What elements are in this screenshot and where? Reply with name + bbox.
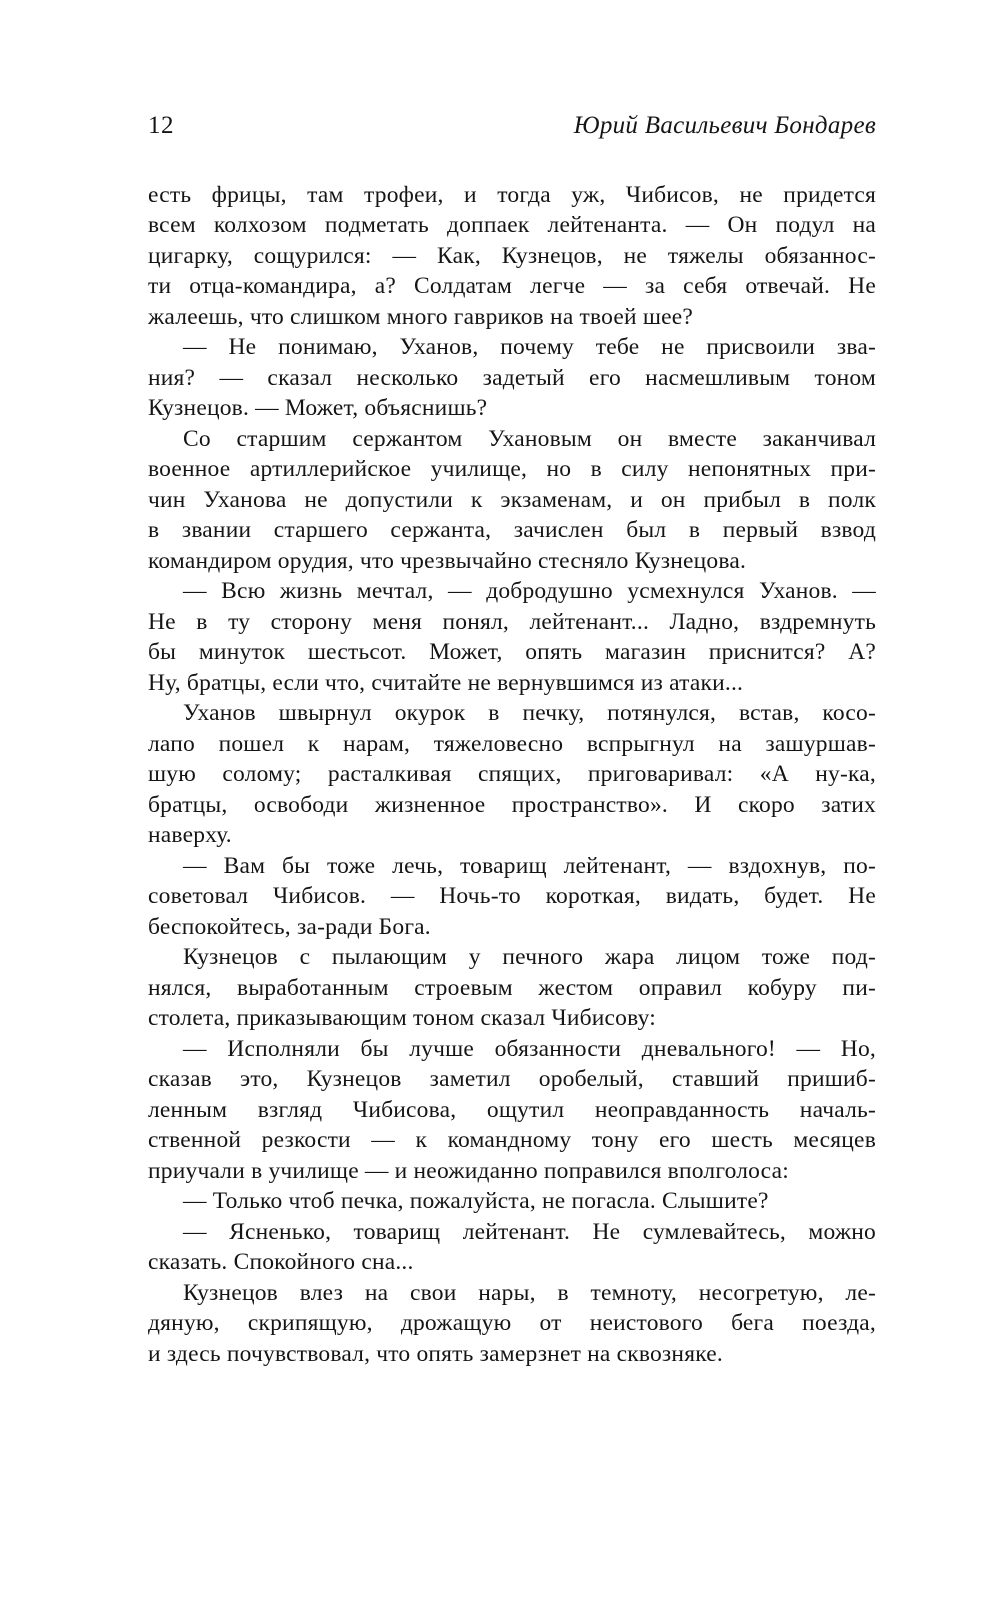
- text-line: ственной резкости — к командному тону его шесть месяцев: [148, 1127, 876, 1153]
- text-line: военное артиллерийское училище, но в силу непонятных при-: [148, 456, 876, 482]
- text-line: шую солому; расталкивая спящих, приговаривал: «А ну-ка,: [148, 761, 876, 787]
- text-line: Кузнецов. — Может, объяснишь?: [148, 395, 488, 421]
- paragraph: [148, 332, 876, 424]
- text-line: ния? — сказал несколько задетый его насмешливым тоном: [148, 364, 876, 391]
- text-line: Кузнецов влез на свои нары, в темноту, несогретую, ле-: [183, 1279, 876, 1306]
- paragraph: [148, 1186, 876, 1217]
- text-line: ленным взгляд Чибисова, ощутил неоправданность началь-: [148, 1096, 876, 1123]
- paragraph: [148, 1217, 876, 1278]
- text-line: сказав это, Кузнецов заметил оробелый, ставший пришиб-: [148, 1066, 876, 1092]
- text-line: наверху.: [148, 822, 232, 848]
- text-line: — Вам бы тоже лечь, товарищ лейтенант, — вздохнув, по-: [183, 852, 876, 879]
- paragraph: [148, 1278, 876, 1370]
- text-line: — Не понимаю, Уханов, почему тебе не присвоили зва-: [183, 334, 876, 360]
- paragraph: [148, 180, 876, 333]
- page-header: [148, 112, 876, 140]
- page-number: 12: [148, 112, 174, 139]
- text-line: беспокойтесь, за-ради Бога.: [148, 913, 431, 940]
- text-line: — Всю жизнь мечтал, — добродушно усмехнулся Уханов. —: [183, 578, 876, 604]
- text-line: — Исполняли бы лучше обязанности дневального! — Но,: [183, 1035, 876, 1062]
- paragraph: [148, 698, 876, 851]
- text-line: советовал Чибисов. — Ночь-то короткая, видать, будет. Не: [148, 883, 876, 909]
- text-line: цигарку, сощурился: — Как, Кузнецов, не тяжелы обязаннос-: [148, 242, 876, 269]
- text-line: Со старшим сержантом Ухановым он вместе заканчивал: [183, 425, 876, 452]
- text-block: [148, 180, 876, 1370]
- text-line: лапо пошел к нарам, тяжеловесно вспрыгнул на зашуршав-: [148, 730, 876, 757]
- text-line: Не в ту сторону меня понял, лейтенант... Ладно, вздремнуть: [148, 608, 876, 635]
- paragraph: [148, 424, 876, 577]
- text-line: сказать. Спокойного сна...: [148, 1249, 414, 1275]
- text-line: жалеешь, что слишком много гавриков на твоей шее?: [148, 303, 694, 330]
- paragraph: [148, 942, 876, 1034]
- text-line: бы минуток шестьсот. Может, опять магазин приснится? А?: [148, 639, 876, 665]
- text-line: чин Уханова не допустили к экзаменам, и он прибыл в полк: [148, 486, 876, 513]
- text-line: есть фрицы, там трофеи, и тогда уж, Чибисов, не придется: [148, 181, 876, 208]
- text-line: командиром орудия, что чрезвычайно стесняло Кузнецова.: [148, 547, 747, 574]
- text-line: ти отца-командира, а? Солдатам легче — за себя отвечай. Не: [148, 273, 876, 299]
- text-line: Кузнецов с пылающим у печного жара лицом тоже под-: [183, 944, 876, 970]
- text-line: в звании старшего сержанта, зачислен был в первый взвод: [148, 517, 876, 543]
- text-line: приучали в училище — и неожиданно поправился вполголоса:: [148, 1157, 789, 1184]
- paragraph: [148, 851, 876, 943]
- text-line: братцы, освободи жизненное пространство». И скоро затих: [148, 791, 876, 818]
- text-line: и здесь почувствовал, что опять замерзнет на сквозняке.: [148, 1340, 723, 1367]
- text-line: Ну, братцы, если что, считайте не вернувшимся из атаки...: [148, 669, 744, 696]
- text-line: столета, приказывающим тоном сказал Чибисову:: [148, 1005, 656, 1031]
- paragraph: [148, 576, 876, 698]
- running-header-author: Юрий Васильевич Бондарев: [573, 112, 876, 139]
- text-line: Уханов швырнул окурок в печку, потянулся, встав, косо-: [183, 700, 876, 726]
- text-line: нялся, выработанным строевым жестом оправил кобуру пи-: [148, 974, 876, 1001]
- text-line: — Только чтоб печка, пожалуйста, не погасла. Слышите?: [183, 1188, 769, 1214]
- text-line: — Ясненько, товарищ лейтенант. Не сумлевайтесь, можно: [183, 1218, 876, 1245]
- text-line: дяную, скрипящую, дрожащую от неистового бега поезда,: [148, 1310, 876, 1336]
- paragraph: [148, 1034, 876, 1187]
- text-line: всем колхозом подметать доппаек лейтенанта. — Он подул на: [148, 212, 876, 238]
